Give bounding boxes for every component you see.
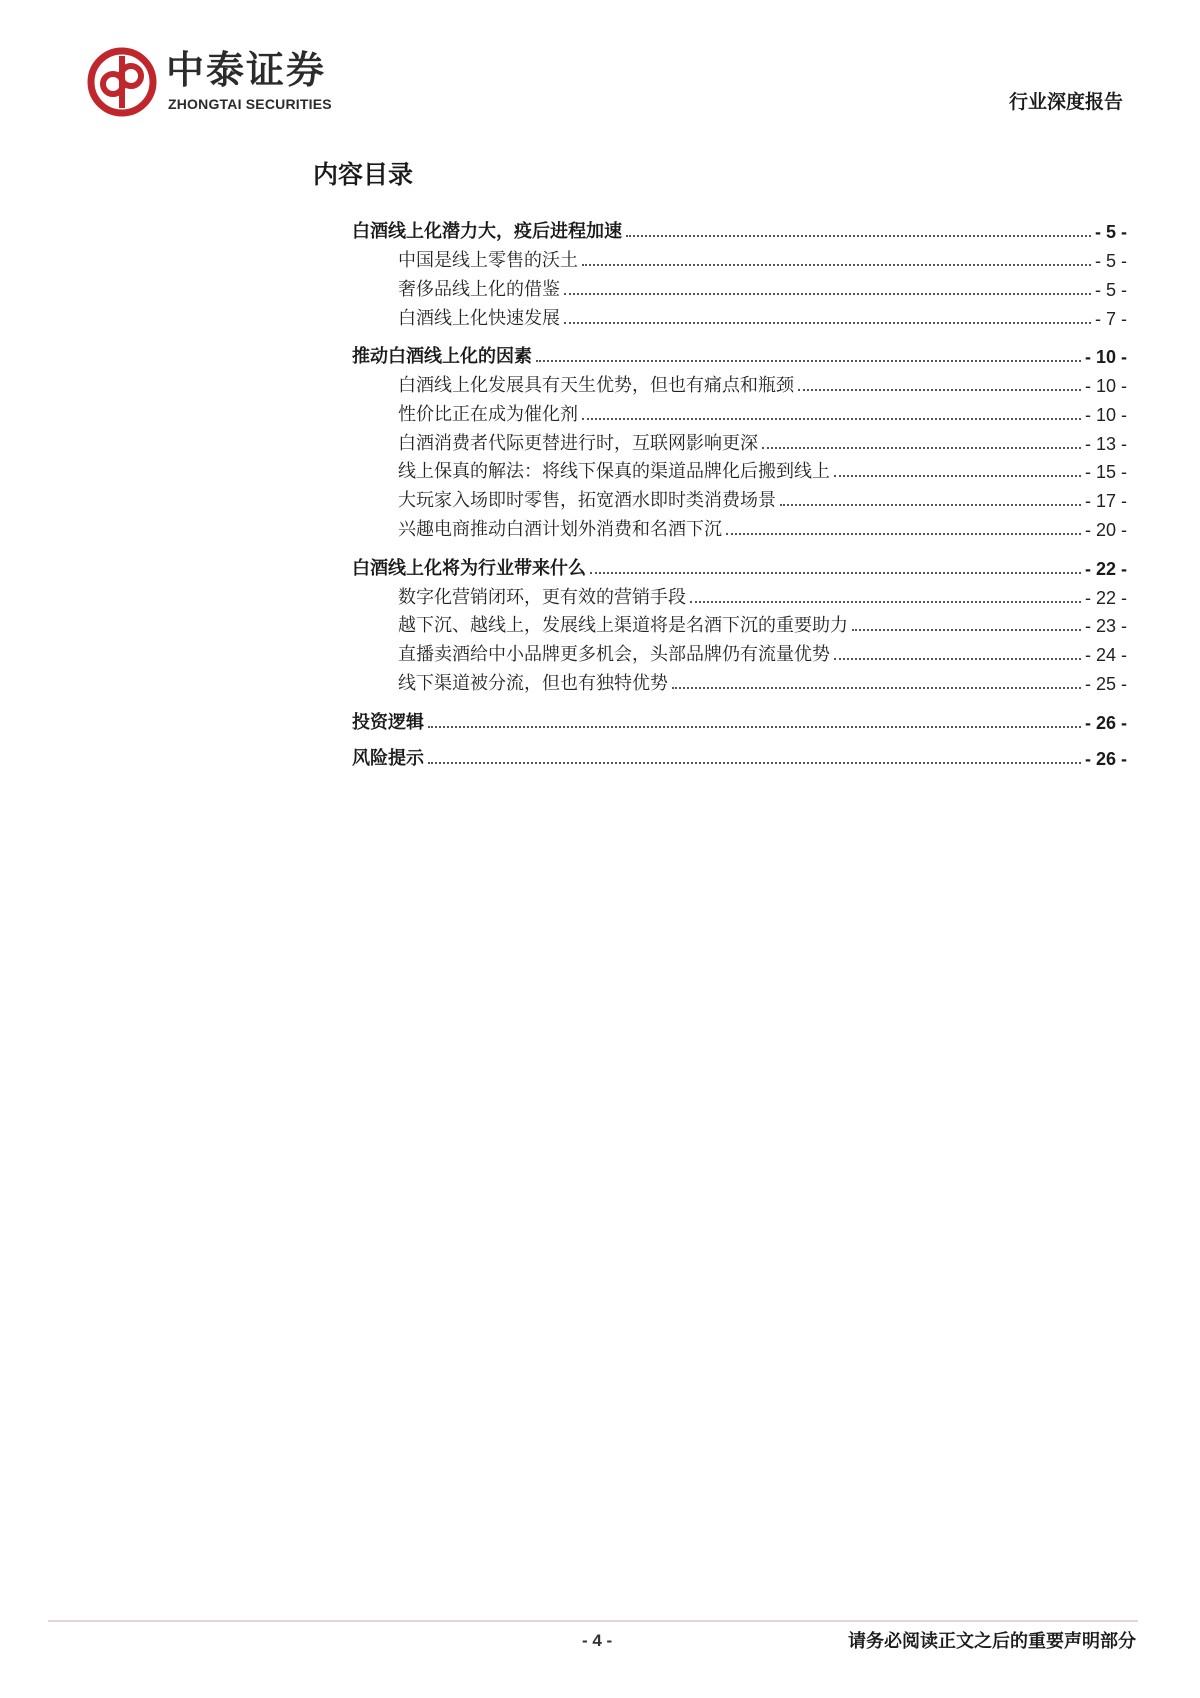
toc-dot-leader bbox=[852, 629, 1081, 631]
toc-entry-label: 线下渠道被分流，但也有独特优势 bbox=[398, 673, 668, 694]
brand-name-en: ZHONGTAI SECURITIES bbox=[168, 96, 332, 112]
footer-disclaimer-note: 请务必阅读正文之后的重要声明部分 bbox=[848, 1631, 1136, 1652]
toc-title: 内容目录 bbox=[313, 160, 414, 189]
toc-dot-leader bbox=[564, 293, 1091, 295]
toc-entry-page: - 13 - bbox=[1084, 434, 1127, 454]
toc-entry-page: - 5 - bbox=[1094, 222, 1127, 242]
toc-entry-label: 中国是线上零售的沃土 bbox=[398, 250, 578, 271]
toc-entry-page: - 26 - bbox=[1084, 713, 1127, 733]
toc-entry-label: 大玩家入场即时零售，拓宽酒水即时类消费场景 bbox=[398, 490, 776, 511]
footer-divider bbox=[48, 1620, 1138, 1622]
page-header bbox=[0, 0, 1200, 130]
toc-entry-page: - 10 - bbox=[1084, 405, 1127, 425]
toc-dot-leader bbox=[428, 762, 1081, 764]
toc-section-entry[interactable] bbox=[352, 744, 1127, 770]
toc-subsection-entry[interactable] bbox=[352, 246, 1127, 272]
toc-entry-page: - 22 - bbox=[1084, 559, 1127, 579]
toc-entry-label: 白酒线上化将为行业带来什么 bbox=[352, 558, 586, 579]
toc-entry-page: - 26 - bbox=[1084, 749, 1127, 769]
toc-dot-leader bbox=[780, 504, 1081, 506]
toc-subsection-entry[interactable] bbox=[352, 429, 1127, 455]
toc-entry-label: 线上保真的解法：将线下保真的渠道品牌化后搬到线上 bbox=[398, 461, 830, 482]
toc-subsection-entry[interactable] bbox=[352, 669, 1127, 695]
toc-subsection-entry[interactable] bbox=[352, 275, 1127, 301]
toc-subsection-entry[interactable] bbox=[352, 304, 1127, 330]
toc-section-entry[interactable] bbox=[352, 342, 1127, 368]
toc-entry-page: - 23 - bbox=[1084, 616, 1127, 636]
toc-subsection-entry[interactable] bbox=[352, 611, 1127, 637]
toc-entry-page: - 25 - bbox=[1084, 674, 1127, 694]
toc-entry-label: 白酒线上化发展具有天生优势，但也有痛点和瓶颈 bbox=[398, 375, 794, 396]
toc-entry-label: 白酒消费者代际更替进行时，互联网影响更深 bbox=[398, 433, 758, 454]
toc-entry-label: 推动白酒线上化的因素 bbox=[352, 346, 532, 367]
toc-subsection-entry[interactable] bbox=[352, 515, 1127, 541]
toc-dot-leader bbox=[564, 322, 1091, 324]
toc-entry-label: 直播卖酒给中小品牌更多机会，头部品牌仍有流量优势 bbox=[398, 644, 830, 665]
toc-dot-leader bbox=[834, 658, 1081, 660]
toc-entry-label: 投资逻辑 bbox=[352, 712, 424, 733]
toc-entry-label: 奢侈品线上化的借鉴 bbox=[398, 279, 560, 300]
toc-entry-page: - 15 - bbox=[1084, 462, 1127, 482]
toc-entry-label: 白酒线上化快速发展 bbox=[398, 308, 560, 329]
toc-entry-label: 越下沉、越线上，发展线上渠道将是名酒下沉的重要助力 bbox=[398, 615, 848, 636]
toc-entry-page: - 17 - bbox=[1084, 491, 1127, 511]
toc-entry-page: - 7 - bbox=[1094, 309, 1127, 329]
brand-name-cn: 中泰证券 bbox=[166, 48, 327, 92]
toc-section-entry[interactable] bbox=[352, 217, 1127, 243]
toc-dot-leader bbox=[672, 687, 1081, 689]
toc-dot-leader bbox=[536, 360, 1081, 362]
footer-page-number: - 4 - bbox=[582, 1631, 613, 1650]
toc-dot-leader bbox=[690, 601, 1081, 603]
toc-section-entry[interactable] bbox=[352, 554, 1127, 580]
toc-entry-label: 数字化营销闭环，更有效的营销手段 bbox=[398, 587, 686, 608]
toc-dot-leader bbox=[428, 726, 1081, 728]
toc-subsection-entry[interactable] bbox=[352, 400, 1127, 426]
toc-subsection-entry[interactable] bbox=[352, 583, 1127, 609]
toc-dot-leader bbox=[726, 533, 1081, 535]
toc-entry-page: - 24 - bbox=[1084, 645, 1127, 665]
toc-entry-page: - 22 - bbox=[1084, 588, 1127, 608]
toc-dot-leader bbox=[626, 235, 1091, 237]
toc-subsection-entry[interactable] bbox=[352, 371, 1127, 397]
toc-dot-leader bbox=[798, 389, 1081, 391]
toc-dot-leader bbox=[582, 264, 1091, 266]
zhongtai-logo-icon bbox=[86, 46, 158, 118]
report-type-label: 行业深度报告 bbox=[1008, 91, 1123, 113]
toc-section-entry[interactable] bbox=[352, 708, 1127, 734]
toc-dot-leader bbox=[582, 418, 1081, 420]
toc-dot-leader bbox=[834, 475, 1081, 477]
toc-entry-page: - 5 - bbox=[1094, 280, 1127, 300]
toc-dot-leader bbox=[762, 447, 1081, 449]
toc-entry-page: - 5 - bbox=[1094, 251, 1127, 271]
toc-subsection-entry[interactable] bbox=[352, 457, 1127, 483]
toc-entry-label: 白酒线上化潜力大，疫后进程加速 bbox=[352, 221, 622, 242]
toc-entry-label: 兴趣电商推动白酒计划外消费和名酒下沉 bbox=[398, 519, 722, 540]
toc-subsection-entry[interactable] bbox=[352, 486, 1127, 512]
toc-entry-page: - 10 - bbox=[1084, 347, 1127, 367]
toc-dot-leader bbox=[590, 572, 1081, 574]
toc-entry-page: - 10 - bbox=[1084, 376, 1127, 396]
toc-entry-label: 性价比正在成为催化剂 bbox=[398, 404, 578, 425]
toc-entry-label: 风险提示 bbox=[352, 748, 424, 769]
toc-subsection-entry[interactable] bbox=[352, 640, 1127, 666]
toc-entry-page: - 20 - bbox=[1084, 520, 1127, 540]
